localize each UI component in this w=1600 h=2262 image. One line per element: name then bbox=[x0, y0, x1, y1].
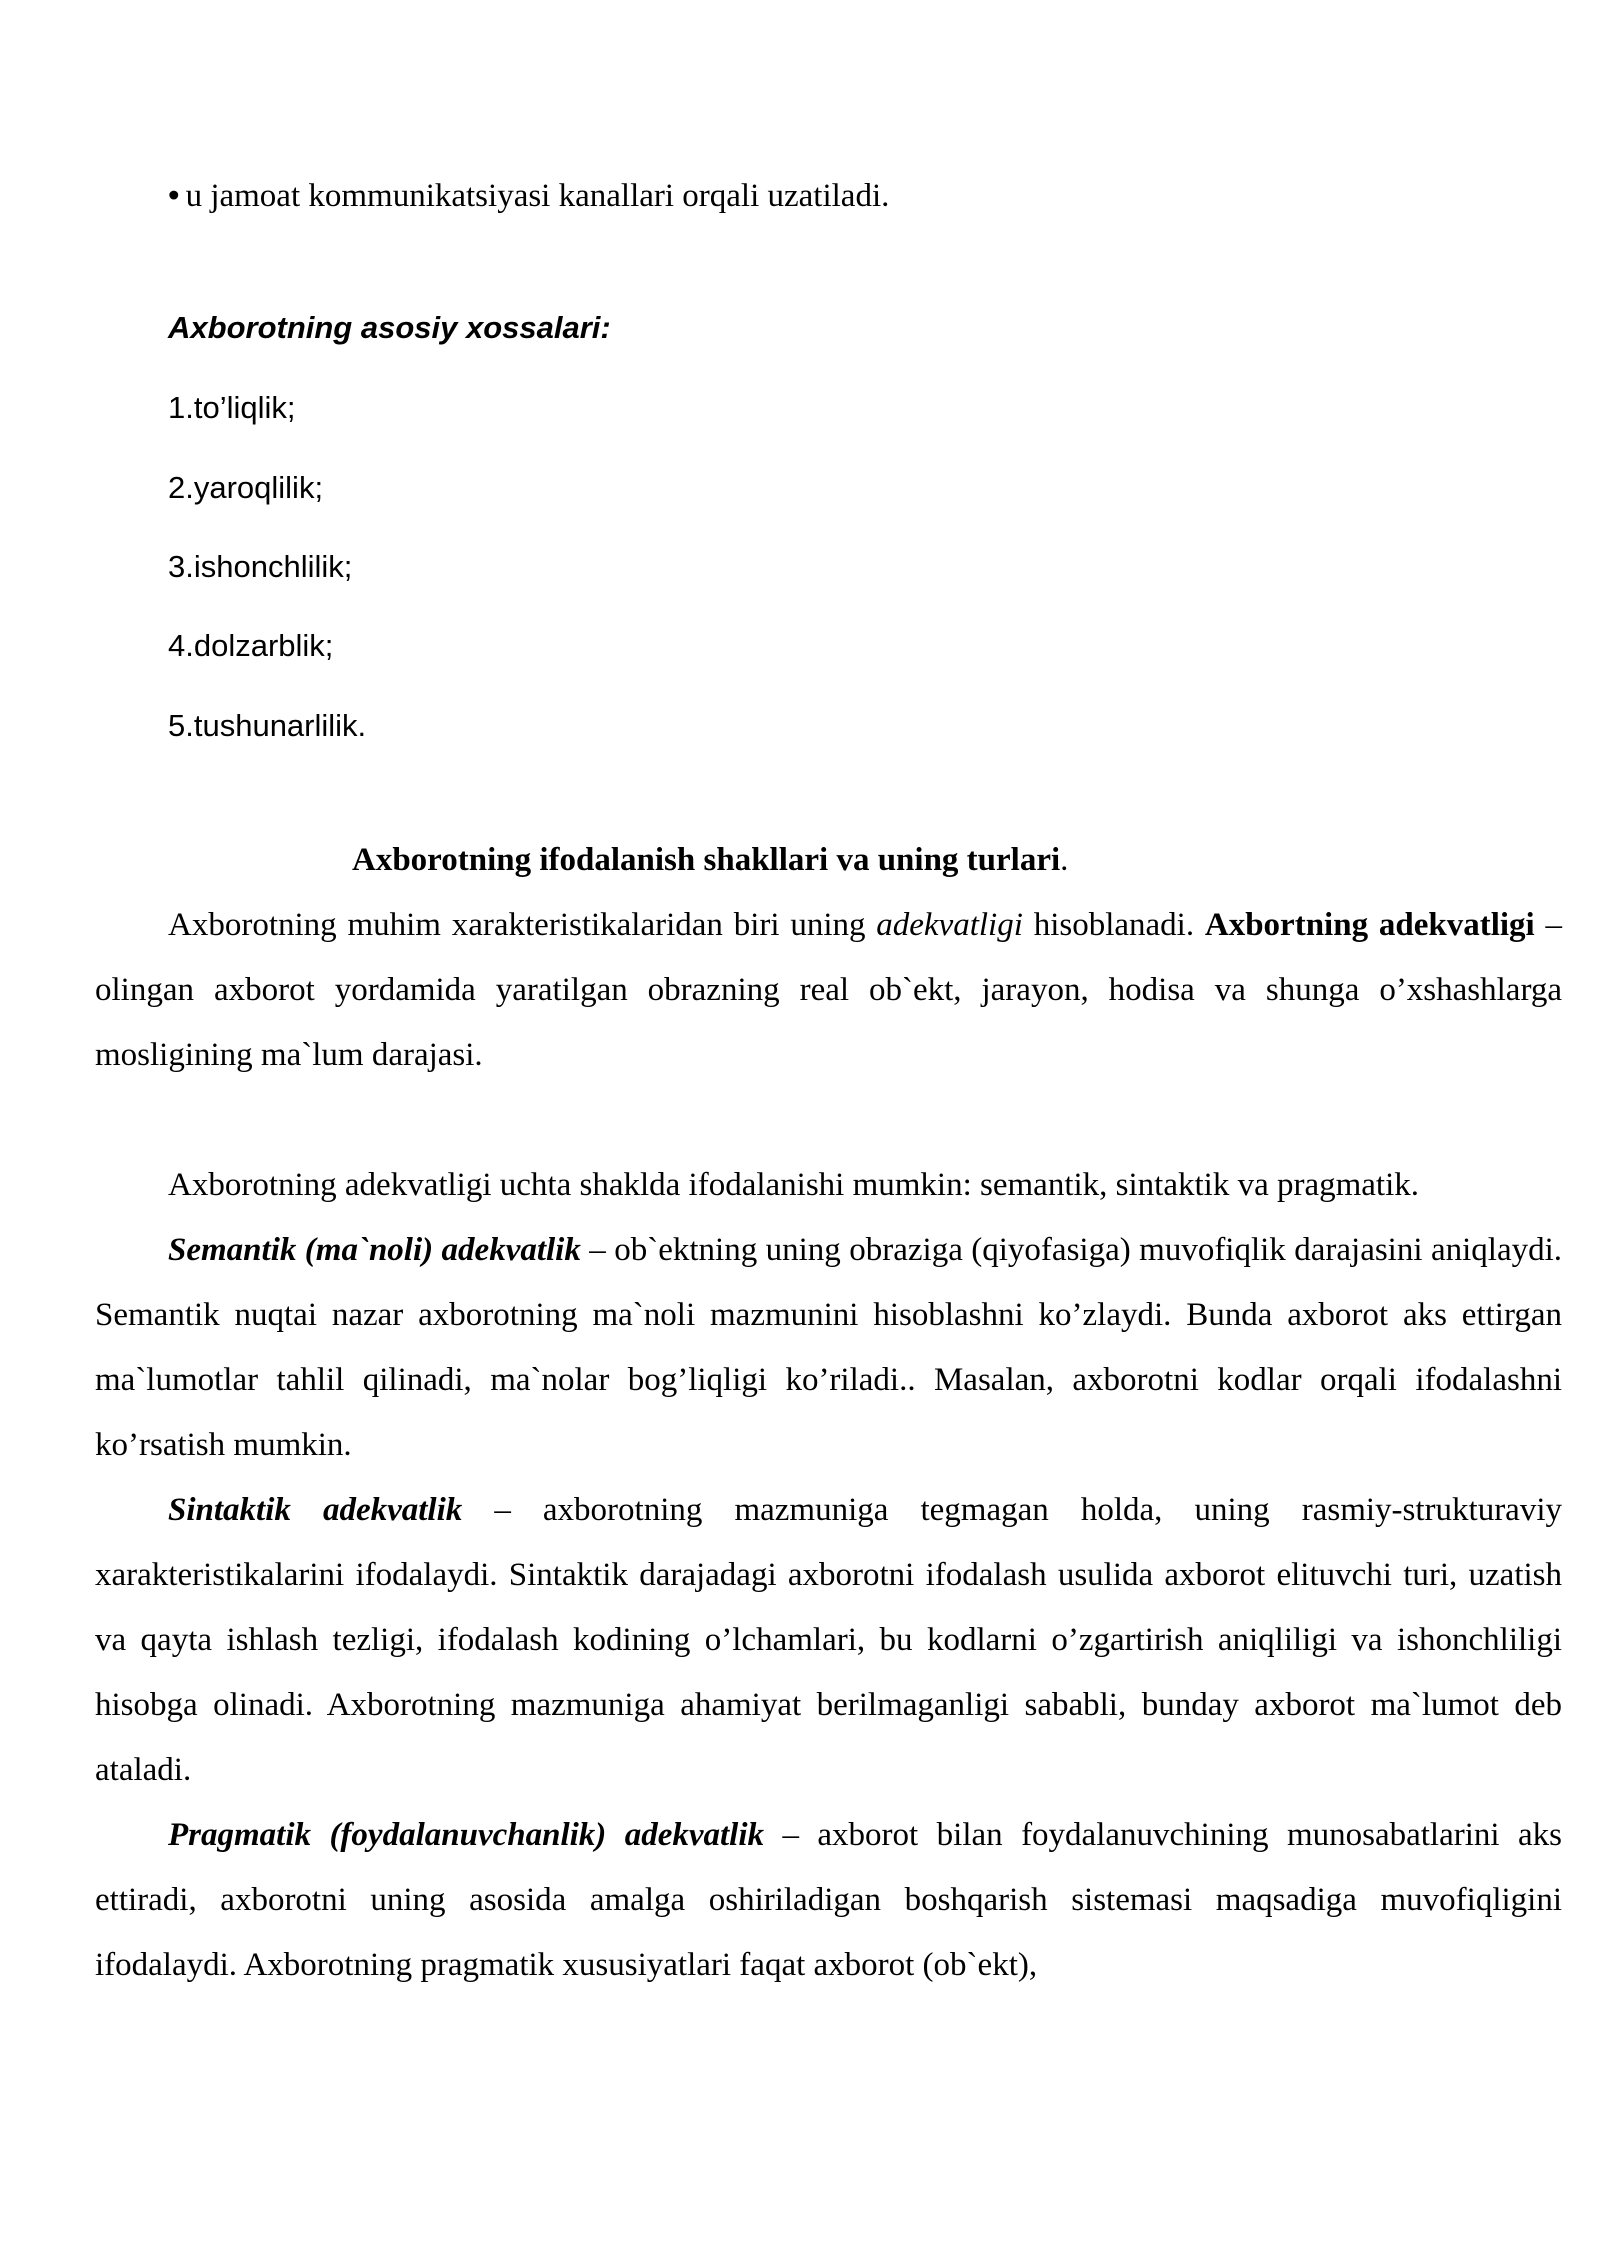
text-span: – axborotning mazmuniga tegmagan holda, uning rasmiy-strukturaviy xarakteristikalarini ifodalaydi. Sintaktik darajadagi axborotni ifodalash usulida axborot elituvchi turi, uzatish va qayta ishlash tezligi, ifodalash kodining o’lchamlari, bu kodlarni o’zgartirish aniqliligi va ishonchliligi hisobga olinadi. Axborotning mazmuniga ahamiyat berilmaganligi sababli, bunday axborot ma`lumot deb ataladi. bbox=[95, 1492, 1562, 1788]
paragraph-adequacy-forms: Axborotning adekvatligi uchta shaklda ifodalanishi mumkin: semantik, sintaktik va pragmatik. bbox=[168, 1167, 1420, 1203]
semantic-term: Semantik (ma`noli) adekvatlik bbox=[168, 1232, 581, 1268]
property-item: 4.dolzarblik; bbox=[168, 628, 334, 663]
property-item: 2.yaroqlilik; bbox=[168, 470, 324, 505]
pragmatic-term: Pragmatik (foydalanuvchanlik) adekvatlik bbox=[168, 1817, 765, 1853]
section-heading-text: Axborotning ifodalanish shakllari va uning turlari bbox=[352, 842, 1061, 878]
property-item: 1.to’liqlik; bbox=[168, 390, 296, 425]
paragraph-syntactic bbox=[95, 1478, 1562, 1803]
properties-title: Axborotning asosiy xossalari: bbox=[168, 310, 611, 345]
bullet-text: u jamoat kommunikatsiyasi kanallari orqali uzatiladi. bbox=[185, 178, 890, 214]
paragraph-semantic bbox=[95, 1218, 1562, 1478]
bullet-item bbox=[168, 178, 889, 215]
text-span: Axborotning muhim xarakteristikalaridan biri uning bbox=[168, 907, 877, 943]
property-item: 3.ishonchlilik; bbox=[168, 549, 353, 584]
text-span: – axborot bilan foydalanuvchining munosabatlarini aks ettiradi, axborotni uning asosida amalga oshiriladigan boshqarish sistemasi maqsadiga muvofiqligini ifodalaydi. Axborotning pragmatik xususiyatlari faqat axborot (ob`ekt), bbox=[95, 1817, 1562, 1983]
italic-term: adekvatligi bbox=[876, 907, 1023, 943]
paragraph-adequacy-definition bbox=[95, 893, 1562, 1088]
body-text bbox=[95, 893, 1562, 1998]
section-heading bbox=[0, 842, 1600, 879]
text-span: hisoblanadi. bbox=[1022, 907, 1205, 943]
blank-line bbox=[95, 1088, 1562, 1153]
paragraph-pragmatic bbox=[95, 1803, 1562, 1998]
text-span: – ob`ektning uning obraziga (qiyofasiga) muvofiqlik darajasini aniqlaydi. Semantik nuqtai nazar axborotning ma`noli mazmunini hisoblashni ko’zlaydi. Bunda axborot aks ettirgan ma`lumotlar tahlil qilinadi, ma`nolar bog’liqligi ko’riladi.. Masalan, axborotni kodlar orqali ifodalashni ko’rsatish mumkin. bbox=[95, 1232, 1563, 1463]
section-heading-dot: . bbox=[1060, 842, 1069, 878]
property-item: 5.tushunarlilik. bbox=[168, 708, 367, 743]
syntactic-term: Sintaktik adekvatlik bbox=[168, 1492, 463, 1528]
text-span: – olingan axborot yordamida yaratilgan obrazning real ob`ekt, jarayon, hodisa va shunga o’xshashlarga mosligining ma`lum darajasi. bbox=[95, 907, 1562, 1073]
bold-term: Axbortning adekvatligi bbox=[1204, 907, 1535, 943]
bullet-icon: • bbox=[168, 178, 180, 214]
